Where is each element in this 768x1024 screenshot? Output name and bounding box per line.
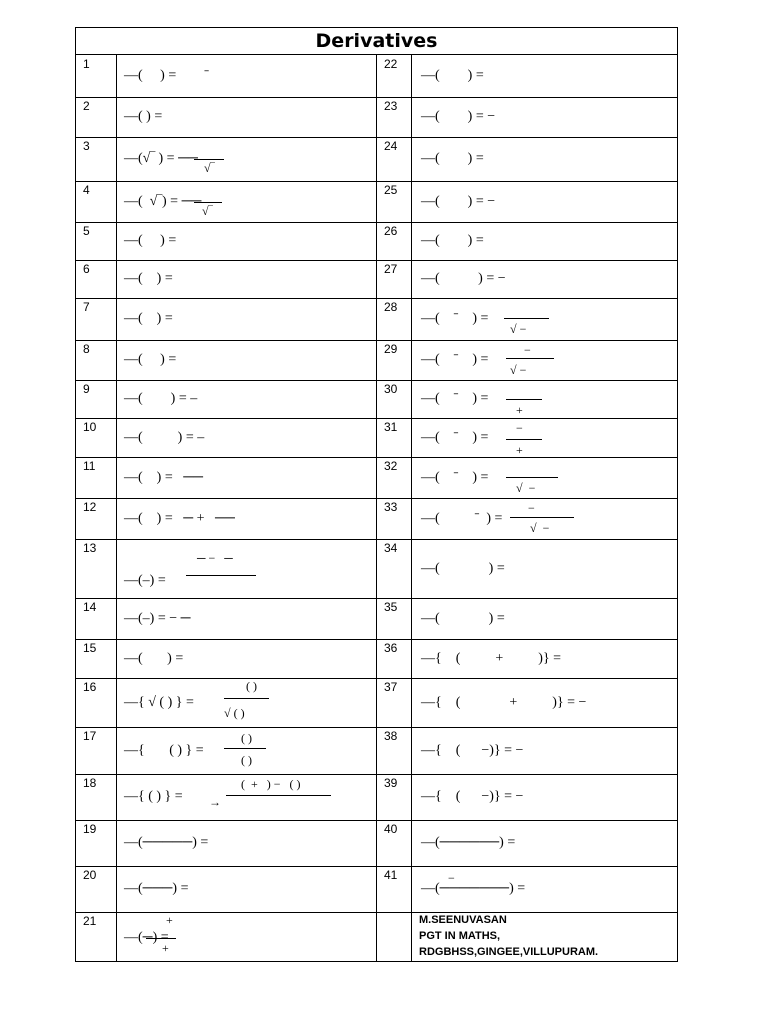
row-line-right [376,222,677,223]
row-number: 14 [83,600,97,614]
formula: —( ˉ ) = [421,311,489,326]
row-line-right [376,97,677,98]
formula: —{ ( −)} = − [421,743,524,758]
author-school: RDGBHSS,GINGEE,VILLUPURAM. [419,946,599,958]
row-number: 18 [83,776,97,790]
row-line-left [76,912,376,913]
fraction-bar [506,477,558,478]
fraction-part: + [516,403,523,417]
row-number: 31 [384,420,398,434]
row-number: 40 [384,822,398,836]
row-line-right [376,418,677,419]
formula: —(───────) = [421,881,526,896]
row-line-right [376,298,677,299]
row-line-right [376,181,677,182]
formula: —( ) = [124,271,173,286]
row-line-left [76,727,376,728]
row-line-left [76,498,376,499]
col-divider-middle [376,55,377,961]
row-line-left [76,340,376,341]
formula: —( ˉ ) = [421,352,489,367]
formula: —( ) = – [124,430,205,445]
row-number: 6 [83,262,90,276]
row-number: 29 [384,342,398,356]
row-number: 9 [83,382,90,396]
row-line-left [76,598,376,599]
row-number: 19 [83,822,97,836]
row-line-left [76,820,376,821]
row-line-right [376,774,677,775]
fraction-part: − [448,871,455,885]
derivatives-table [75,27,678,962]
formula: —( ˉ ) = [421,391,489,406]
row-number: 37 [384,680,398,694]
formula: —( √‾) = ── [124,194,202,209]
fraction-bar [504,318,549,319]
fraction-part: − [528,501,535,515]
formula: —( ) = [421,151,484,166]
row-line-right [376,820,677,821]
row-number: 22 [384,57,398,71]
formula: —( ) = [124,109,163,124]
formula: —( ˉ ) = [421,470,489,485]
author-signature [419,912,598,960]
col-divider-left [116,55,117,961]
formula: —(√‾ ) = ── [124,151,198,166]
row-line-left [76,222,376,223]
row-number: 15 [83,641,97,655]
row-number: 36 [384,641,398,655]
row-line-left [76,97,376,98]
fraction-part: ( ) [241,753,252,767]
fraction-part: √‾ [202,204,213,218]
formula: —{ √ ( ) } = [124,695,194,710]
row-line-left [76,181,376,182]
author-name: M.SEENUVASAN [419,914,507,926]
formula: —( ) = [124,311,173,326]
row-number: 26 [384,224,398,238]
fraction-part: + [166,913,173,927]
formula: —( ) = – [124,391,198,406]
row-number: 1 [83,57,90,71]
formula: —{ ( + )} = − [421,695,587,710]
fraction-bar [506,399,542,400]
fraction-part: √ − [516,481,536,495]
formula: —( ) = ˉ [124,68,209,83]
fraction-part: ─ − ─ [197,551,233,565]
row-number: 21 [83,914,97,928]
fraction-part: √ − [510,363,527,377]
fraction-part: − [516,421,523,435]
row-number: 28 [384,300,398,314]
formula: —( ) = − [421,271,506,286]
row-line-left [76,866,376,867]
fraction-part: ( + ) − ( ) [241,777,301,791]
formula: —( ) = [421,68,484,83]
row-line-right [376,498,677,499]
row-line-right [376,340,677,341]
row-number: 24 [384,139,398,153]
row-number: 11 [83,459,96,473]
row-number: 41 [384,868,398,882]
fraction-bar [186,575,256,576]
formula: —( ˉ ) = [421,430,489,445]
formula: —( ) = [421,561,505,576]
fraction-part: + [162,941,169,955]
formula: —( ) = [124,651,184,666]
author-title: PGT IN MATHS, [419,930,501,942]
formula: —{ ( + )} = [421,651,562,666]
row-number: 8 [83,342,90,356]
formula: —(–) = [124,573,166,588]
row-number: 4 [83,183,90,197]
fraction-bar [224,748,266,749]
formula: —( ) = [124,352,177,367]
fraction-part: √ ( ) [224,706,245,720]
fraction-part: √‾ [204,161,215,175]
row-line-left [76,774,376,775]
fraction-bar [194,159,224,160]
row-number: 7 [83,300,90,314]
row-number: 34 [384,541,398,555]
formula: —{ ( ) } = [124,789,183,804]
formula: —{ ( ) } = [124,743,204,758]
formula: —(──────) = [421,835,516,850]
row-number: 32 [384,459,398,473]
row-line-left [76,380,376,381]
formula: —( ) = ── [124,470,204,485]
row-number: 5 [83,224,90,238]
row-line-left [76,137,376,138]
row-number: 38 [384,729,398,743]
fraction-part: √ − [530,521,550,535]
row-line-right [376,539,677,540]
row-line-left [76,678,376,679]
row-line-left [76,639,376,640]
fraction-part: + [516,443,523,457]
row-number: 13 [83,541,97,555]
row-line-right [376,457,677,458]
row-number: 12 [83,500,97,514]
row-line-right [376,678,677,679]
row-number: 33 [384,500,398,514]
row-line-right [376,727,677,728]
formula: —( ) = [124,233,177,248]
fraction-bar [510,517,574,518]
row-number: 35 [384,600,398,614]
formula: —(───) = [124,881,189,896]
row-number: 23 [384,99,398,113]
row-number: 30 [384,382,398,396]
formula: —(─) = [124,930,169,945]
row-line-left [76,457,376,458]
page-title: Derivatives [76,28,677,55]
row-number: 10 [83,420,97,434]
row-line-left [76,539,376,540]
fraction-bar [226,795,331,796]
fraction-bar [506,439,542,440]
row-line-right [376,260,677,261]
formula: —( ) = ─ + ── [124,511,235,526]
row-number: 2 [83,99,90,113]
row-line-right [376,380,677,381]
row-line-left [76,418,376,419]
row-number: 16 [83,680,97,694]
fraction-bar [506,358,554,359]
fraction-part: − [524,343,531,357]
col-divider-right [411,55,412,961]
fraction-bar [224,698,269,699]
row-line-right [376,598,677,599]
fraction-part: √ − [510,322,527,336]
formula: —(─────) = [124,835,209,850]
row-line-right [376,137,677,138]
fraction-bar [146,938,176,939]
fraction-bar [194,202,222,203]
row-line-left [76,260,376,261]
row-number: 3 [83,139,90,153]
row-number: 17 [83,729,97,743]
row-number: 25 [384,183,398,197]
formula: —{ ( −)} = − [421,789,524,804]
row-line-left [76,298,376,299]
fraction-part: ( ) [246,679,257,693]
formula: —( ) = [421,233,484,248]
fraction-part: ( ) [241,731,252,745]
formula: —( ) = [421,611,505,626]
fraction-part: → [209,795,221,809]
row-number: 39 [384,776,398,790]
row-number: 27 [384,262,398,276]
formula: —( ) = − [421,194,496,209]
row-number: 20 [83,868,97,882]
row-line-right [376,639,677,640]
formula: —( ) = − [421,109,496,124]
row-line-right [376,866,677,867]
formula: —(–) = − ─ [124,611,191,626]
formula: —( ˉ ) = [421,511,503,526]
